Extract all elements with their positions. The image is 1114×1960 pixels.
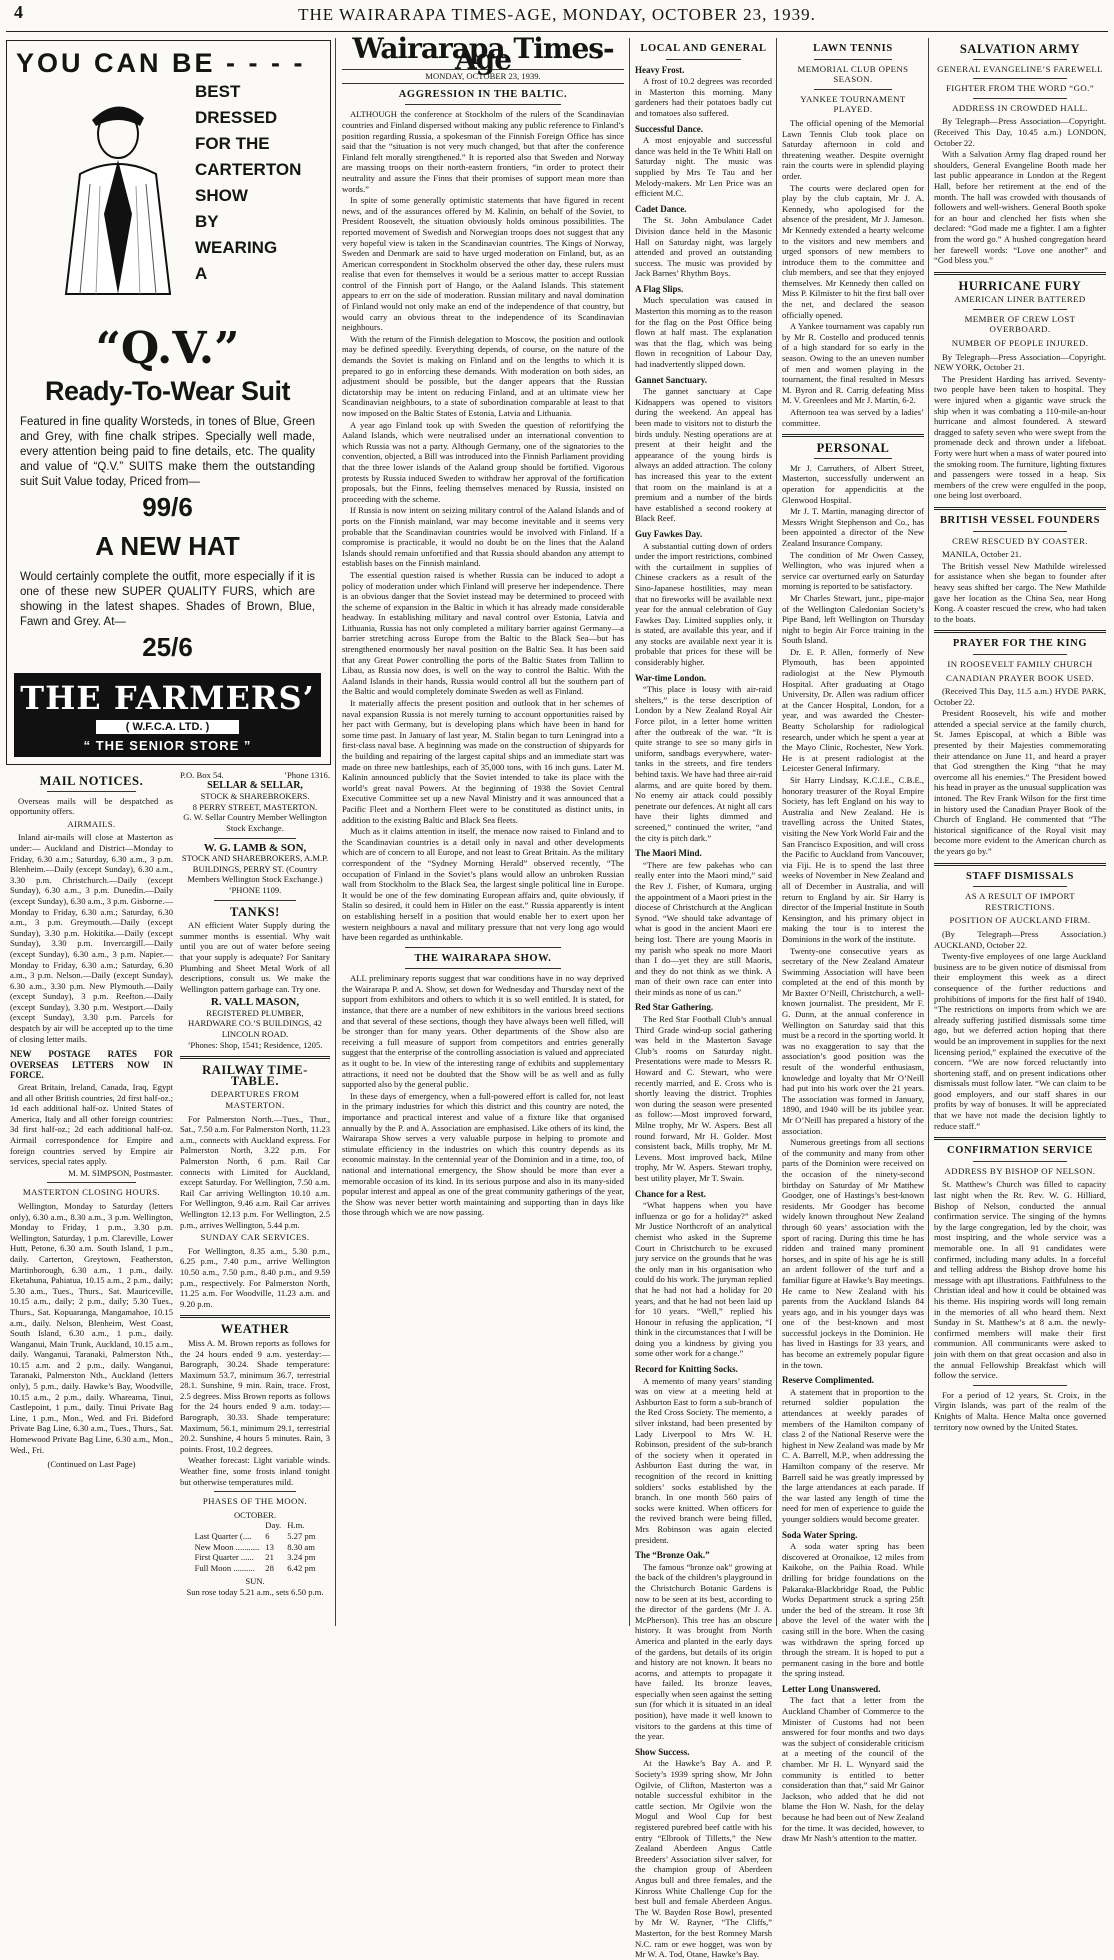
table-row (192, 1542, 319, 1553)
newspaper-date: MONDAY, OCTOBER 23, 1939. (342, 69, 624, 84)
baltic-paragraph: It materially affects the present position and outlook that in her schemes of naval expansion Russia is not merely turning to account opportunities raised by her pact with Germany, but is developing plans which have been in hand for some time past. In January of last year, M. Stalin began to turn Leningrad into a first-class naval base. A beginning was made on the construction of shipyards for the building and repairing of the largest capital ships and an immediate start was made on three new battleships, each of 35,000 tons, with 16 inch guns. Later M. Kalinin announced publicly that the Soviet intended to take its place with the world’s great naval Powers. At the beginning of 1938 the Soviet Central Executive Committee set up a new Naval Ministry and it was announced that a Pacific Fleet and a Northern Fleet were to be constituted as distinct units, in addition to the existing Baltic and Black Sea fleets. (342, 698, 624, 825)
local-item-text: At the Hawke’s Bay A. and P. Society’s 1939 spring show, Mr John Ogilvie, of Clifton, Masterton was a notable successful exhibitor in the cattle section. Mr Ogilvie won the Mogul and Wool Cup for best registered purebred beef cattle with his entry “Elbrook of Tilletts,” the New Zealand Aberdeen Angus Cattle Breeders’ Association silver salver, for the champion group of Aberdeen Angus bull and three females, and the Kinross White Challenge Cup for the best bull and female Aberdeen Angus. The W. Bayden Rose Bowl, presented by Mr W. Rayner, “The Cliffs,” Masterton, for the best Romney Marsh N.C. ram or ewe hogget, was won by Mr W. A. Tod, Otane, Hawke’s Bay. (635, 1758, 772, 1960)
tennis-sub2: YANKEE TOURNAMENT PLAYED. (800, 93, 906, 115)
local-item-text: The gannet sanctuary at Cape Kidnappers was opened to visitors during the weekend. An appeal has been made to visitors not to disturb the birds unduly. Nesting operations are at present at their height and the appearance of the young birds is always an added attraction. The colony has increased this year to the extent that room on the mainland is at a premium and a number of the birds have established a second rookery at Black Reef. (635, 386, 772, 524)
editorial-column (342, 32, 624, 1628)
suit-price: 99/6 (142, 492, 193, 522)
advert-line: BY (195, 212, 219, 231)
moon-day: 21 (265, 1552, 274, 1563)
mason-sub: REGISTERED PLUMBER, (206, 1007, 304, 1018)
divider (782, 434, 924, 437)
divider (934, 272, 1106, 275)
vessel-sub: CREW RESCUED BY COASTER. (952, 535, 1088, 546)
local-title: LOCAL AND GENERAL (640, 43, 767, 54)
tennis-sub1: MEMORIAL CLUB OPENS SEASON. (797, 63, 909, 85)
new-hat-headline: A NEW HAT (95, 531, 240, 561)
salvation-sub1: GENERAL EVANGELINE’S FAREWELL (937, 63, 1103, 74)
sellar-member: G. W. Sellar Country Member Wellington Stock Exchange. (183, 812, 327, 833)
local-item-head: Chance for a Rest. (635, 1188, 706, 1199)
local-item-text: A most enjoyable and successful dance was held in the Te Whiti Hall on Saturday night. The music was supplied by Mrs Te Tau and her Melody-makers. Mr Len Price was an efficient M.C. (635, 135, 772, 199)
mason-phones: ’Phones: Shop, 1541; Residence, 1205. (187, 1039, 323, 1050)
divider (405, 104, 560, 105)
personal-paragraph: Mr Charles Stewart, junr., pipe-major of the Wellington Caledonian Society’s Pipe Band, left Wellington on Thursday night to begin Air Force training in the South Island. (782, 592, 924, 646)
moon-phase: Last Quarter (.... (194, 1531, 252, 1541)
personal-paragraph: Twenty-one consecutive years as secretary of the New Zealand Amateur Swimming Association will have been completed at the end of this month by Mr Baxter O’Neill, Christchurch, a well-known journalist. The president, Mr F. G. Dunn, at the annual conference in Wellington on Saturday said that this must be a record in the sporting world. It was no exaggeration to say that the association’s good position was the result of the wonderful enthusiasm, knowledge and loyalty that Mr O’Neill had put into his work over the 21 years. The association was formed in January, 1890, and 1940 will be its jubilee year. Mr O’Neill has prepared a history of the association. (782, 945, 924, 1136)
baltic-paragraph: The essential question raised is whether Russia can be induced to adopt a policy of moderation under which Finland will preserve her independence. There is an obvious danger that the Soviet instead may be determined to proceed with the scheme of expansion in the Baltic in which it has already made considerable headway. In establishing military and naval control over Estonia, Latvia and Lithuania, Russia has not only completed a military barrier against Germany—a barrier stretching across Europe from the Baltic to the Black Sea—but has strengthened enormously her naval position on the Baltic Sea. It has been said that any Great Power controlling the ports of the Baltic States from Tallinn to Libau, as Russia now does, is well on the way to control the Baltic. With the Aaland Islands in their hands, Russia would control all but the southern part of the Baltic and would completely dominate Sweden as well as Finland. (342, 569, 624, 697)
divider (47, 791, 137, 792)
tennis-title: LAWN TENNIS (813, 43, 893, 54)
hurricane-sub2: MEMBER OF CREW LOST OVERBOARD. (964, 313, 1076, 335)
divider (973, 1161, 1068, 1162)
sellar-address: 8 PERRY STREET, MASTERTON. (192, 801, 318, 812)
logo-name: THE FARMERS’ (20, 679, 315, 717)
divider (180, 1315, 330, 1318)
local-item-head: A Flag Slips. (635, 283, 684, 294)
table-row (192, 1552, 319, 1563)
suit-description: Featured in fine quality Worsteds, in tones of Blue, Green and Grey, with fine chalk stripes. Specially well made, every attention being paid to fine details, etc. The quality and value of “Q.V.” SUITS make them the outstanding suit Suit Value today, Priced from— (20, 416, 315, 488)
airmails-text: Inland air-mails will close at Masterton as under:— Auckland and District—Monday to Friday, 6.30 a.m.; Saturday, 6.30 a.m., 3 p.m. Blenheim.—Daily (except Sunday), 6.30 a.m., 3.30 p.m. Christchurch.—Daily (except Sunday), 6.30 a.m., 3 p.m. Dunedin.—Daily (except Sunday), 6.30 a.m., 3 p.m. Gisborne.—Monday to Friday, 6.30 a.m.; Saturday, 6.30 a.m., 3 p.m. Greymouth.—Daily (except Sunday), 3.30 p.m. Hokitika.—Daily (except Sunday), 3.30 p.m. Invercargill.—Daily (except Sunday), 6.30 a.m., 3 p.m. Napier.—Monday to Friday, 6.30 a.m.; Saturday, 6.30 a.m., 3 p.m. Nelson.—Daily (except Sunday), 6.30 a.m., 3.30 p.m. New Plymouth.—Daily (except Sunday), 3 p.m. Reefton.—Daily (except Sunday), 3.30 p.m. Westport.—Daily (except Sunday), 3.30 p.m. Parcels for despatch by air will be accepted up to the time of closing letter mails. (10, 832, 173, 1044)
moon-day: 28 (265, 1562, 274, 1573)
divider (814, 89, 892, 90)
hurricane-credit: By Telegraph—Press Association—Copyright. NEW YORK, October 21. (934, 351, 1106, 373)
show-title: THE WAIRARAPA SHOW. (414, 952, 552, 964)
local-item-text: “What happens when you have influenza or go for a holiday?” asked Mr Justice Northcroft of an analytical chemist who asked in the Supreme Court in Christchurch to be excused jury service on the grounds that he was the only man in his organisation who could do his work. The juryman replied that he had not had a holiday for 20 years, and that he had not been laid up for 10 years. “Well,” replied his Honour in refusing the application, “I think in the circumstances that I will be doing you a kindness by giving you some other work for a change.” (635, 1200, 772, 1359)
hurricane-title: HURRICANE FURY (958, 278, 1082, 293)
weather-text: Miss A. M. Brown reports as follows for the 24 hours ended 9 a.m. yesterday:—Barograph, 30.24. Shade temperature: Maximum 53.7, minimum 36.7, terrestrial 28.1. Sunshine, 9 min. Rain, trace. Frost, 2.5 degrees. Miss Brown reports as follows for the 24 hours ended 9 a.m. today:—Barograph, 30.33. Shade temperature: Maximum, 56.1, minimum 29.1, terrestrial 20.2. Sunshine, 4 hours 5 minutes. Rain, 3 points. Frost, 10.2 degrees. (180, 1337, 330, 1454)
moon-phase: Full Moon .......... (194, 1562, 255, 1573)
weather-title: WEATHER (220, 1322, 290, 1337)
local-item-text: The famous “bronze oak” growing at the back of the children’s playground in the Christchurch Botanic Gardens is now to be seen at its best, according to the director of the gardens (Mr J. A. McPherson). This tree has an obscure history. It was brought from North America and planted in the early days of the gardens, but details of its origin and history are not known. It bears no acorns, and attempts to propagate it have failed. Its bronze leaves, especially when seen against the setting sun (for which it is situated in an ideal position), have made it well known to visitors to the gardens at this time of the year. (635, 1561, 772, 1742)
letter-text: The fact that a letter from the Auckland Chamber of Commerce to the Minister of Customs had not been answered for four months and two days was the subject of considerable criticism at a meeting of the council of the chamber. Mr H. L. Wynyard said the community is entitled to better consideration than that,” said Mr Gainor Jackson, who added that he did not blame the Hon W. Nash, for the delay because he had been out of New Zealand for the time. It was decided, however, to draw Mr Nash’s attention to the matter. (782, 1695, 924, 1844)
mason-name: R. VALL MASON, (210, 996, 300, 1009)
divider (934, 507, 1106, 510)
page-number: 4 (14, 2, 23, 22)
moon-time: 6.42 pm (287, 1562, 316, 1573)
mail-title: MAIL NOTICES. (39, 774, 144, 788)
divider (814, 59, 892, 60)
salvation-sub3: ADDRESS IN CROWDED HALL. (952, 102, 1088, 113)
local-item-head: Heavy Frost. (635, 64, 685, 75)
divider (214, 838, 297, 839)
hat-description: Would certainly complete the outfit, more especially if it is one of these new SUPER QUALITY FURS, which are showing in the latest shapes. Shades of Brown, Blue, Fawn and Grey. At— (20, 571, 315, 628)
local-item-head: War-time London. (635, 672, 707, 683)
moon-head-time: H.m. (287, 1520, 305, 1531)
local-item-text: A memento of many years’ standing was on view at a meeting held at Ashburton East to form a sub-branch of the Red Cross Society. The memento, a silver inkstand, had been presented by Lady Liverpool to Mrs W. H. Robinson, president of the sub-branch of the society when it operated in Ashburton East during the war, in recognition of the record in knitting soldiers’ socks established by the branch. In one month 560 pairs of socks were knitted. When officers for the revived branch were being filled, Mrs Robinson was again elected president. (635, 1375, 772, 1545)
postmaster-signature: M. M. SIMPSON, Postmaster. (68, 1167, 173, 1178)
baltic-paragraph: ALTHOUGH the conference at Stockholm of the rulers of the Scandinavian countries and Finland dispersed without making any public reference to Finland’s position regarding Russia, a spokesman of the Finnish Foreign Office has since said that the “situation is not very much changed, but that after the conference Finland felt morally strengthened.” It is reported also that Sweden and Norway are massing troops on their north-eastern frontiers, “in order to protect their neutrality and assure the Finns that their promises of support mean more than words.” (342, 109, 624, 194)
table-row (192, 1563, 319, 1574)
hurricane-sub3: NUMBER OF PEOPLE INJURED. (951, 338, 1089, 349)
logo-tagline: “ THE SENIOR STORE ” (83, 738, 252, 753)
continued-note: (Continued on Last Page) (47, 1459, 136, 1470)
malta-text: For a period of 12 years, St. Croix, in the Virgin Islands, was part of the realm of the Knights of Malta. Hence Malta once governed territory now owned by the United States. (934, 1389, 1106, 1432)
moon-phase: First Quarter ...... (194, 1552, 254, 1563)
column-rule (335, 38, 336, 1626)
prayer-sub1: IN ROOSEVELT FAMILY CHURCH (947, 658, 1093, 669)
salvation-credit: By Telegraph—Press Association—Copyright. (Received This Day, 10.45 a.m.) LONDON, October 22. (934, 116, 1106, 148)
personal-paragraph: Sir Harry Lindsay, K.C.I.E., C.B.E., honorary treasurer of the Royal Empire Society, has left England on his way to Australia and New Zealand. He is travelling across the United States, visiting the New York World Fair and the San Francisco Exposition, and will cross the Pacific to Auckland from Vancouver, via Fiji. He is to spend the last three weeks of November in New Zealand and all of December in Australia, and will return to England by air. Sir Harry is director of the Imperial Institute in South Kensington, and his primary object in making the tour is to interest the Dominions in the work of the institute. (782, 775, 924, 944)
vessel-credit: MANILA, October 21. (942, 549, 1022, 560)
baltic-paragraph: In spite of some generally optimistic statements that have figured in recent news, and of the assurances offered by M. Kalinin, on behalf of the Soviet, to President Roosevelt, the situation obviously holds ominous possibilities. The reported movement of Swedish and Norwegian troops does not suggest that any very hopeful view is taken in the Scandinavian countries. The Kings of Norway, Sweden and Denmark are said to have urged moderation on Finland, but, as an American correspondent in Stockholm observed the other day, these rulers must realise that even for themselves it would be a serious matter to accept Russian control of the Finnish port of Hango, or the Aaland Islands. This statement appears to err on the side of moderation. Russian military and naval domination of Finland would not only make an end of the independence of that country, but would carry an obvious threat to the independence of its Scandinavian neighbours. (342, 195, 624, 333)
confirm-text: St. Matthew’s Church was filled to capacity last night when the Rt. Rev. W. G. Hilliard, Bishop of Nelson, conducted the annual confirmation service. The singing of the hymns by the large congregation, led by the choir, was most inspiring, and the whole service was a memorable one. In all 91 candidates were confirmed, including many adults. In a forceful and telling address the Bishop drove home his message with apt illustrations. Faithfulness to the Christian ideal and how it could be obtained was his theme. His inspiring words will long remain in the memories of all who heard them. Next Sunday in St. Matthew’s at 8 a.m. the newly-confirmed members will make their first communion. All communicants were asked to join with them on that great occasion and also in the annual Fellowship Breakfast which will follow the service. (934, 1179, 1106, 1381)
soda-head: Soda Water Spring. (782, 1529, 858, 1540)
newspaper-title: Wairarapa Times-Age (352, 32, 614, 76)
closing-heading: MASTERTON CLOSING HOURS. (22, 1187, 161, 1198)
confirm-title: CONFIRMATION SERVICE (947, 1145, 1093, 1157)
divider (934, 1137, 1106, 1140)
personal-paragraph: The condition of Mr Owen Cassey, Wellington, who was injured when a service car overturned early on Saturday morning is reported to be satisfactory. (782, 549, 924, 592)
mail-notices-column (10, 770, 173, 1625)
divider (214, 900, 297, 901)
local-item-text: A frost of 10.2 degrees was recorded in Masterton this morning. Many gardeners had their potatoes badly cut and tomatoes also suffered. (635, 76, 772, 118)
tanks-text: AN efficient Water Supply during the summer months is essential. Why wait until you are out of water before seeing that your supply is adequate? For Sanitary Plumbing and Sheet Metal Work of all descriptions, consult us. We make the Wellington pattern garbage can. Try one. (180, 920, 330, 994)
lamb-phone: ’PHONE 1109. (228, 884, 282, 895)
moon-month: OCTOBER. (233, 1509, 277, 1520)
local-item-text: “There are few pakehas who can really enter into the Maori mind,” said the Rev J. Fisher, of Kumara, urging the appointment of a Maori priest in the diocese of Christchurch at the Anglican Synod. “We should take advantage of what is good in the ancient Maori ere being lost. There are young Maoris in my parish who speak no more Maori than I do—yet they are still Maoris, and they do not think as we think. A man of their own race can enter into their minds as none of us can.” (635, 859, 772, 997)
prayer-credit: (Received This Day, 11.5 a.m.) HYDE PARK, October 22. (934, 686, 1106, 707)
sunday-text: For Wellington, 8.35 a.m., 5.30 p.m., 6.25 p.m., 7.40 p.m., arrive Wellington 10.50 a.m., 7.50 p.m., 8.40 p.m., and 9.59 p.m., respectively. For Palmerston North, 11.25 a.m. For Woodville, 11.23 a.m. and 9.20 p.m. (180, 1245, 330, 1309)
sun-text: Sun rose today 5.21 a.m., sets 6.50 p.m. (186, 1586, 324, 1597)
railway-text: For Palmerston North.—Tues., Thur., Sat., 7.50 a.m. For Palmerston North, 11.23 a.m., connects with Auckland express. For Palmerston North, 3.22 p.m. For Palmerston North, 6 p.m. Rail Car connects with Limited for Auckland, except Saturday. For Wellington, 7.50 a.m. Rail Car arriving Wellington 10.10 a.m. For Wellington, 9.46 a.m. Rail Car arrives Wellington 12.13 p.m. For Wellington, 2.5 p.m., arrives Wellington, 5.44 p.m. (180, 1113, 330, 1230)
baltic-paragraph: With the return of the Finnish delegation to Moscow, the position and outlook may be defined speedily. Everything depends, of course, on the nature of the demands the Soviet is making on Finland and on the lengths to which it is prepared to go in enforcing these demands. With moderation on both sides, an adjustment should be possible, but the danger appears that the Russian dictatorship may be intent on reducing Finland, and at an ultimate view her Scandinavian neighbours, to a state of subordination comparable at least to that now imposed on the Baltic States of Estonia, Latvia and Lithuania. (342, 333, 624, 418)
local-item-head: Cadet Dance. (635, 203, 687, 214)
baltic-title: AGGRESSION IN THE BALTIC. (398, 88, 568, 100)
notices-column (180, 770, 330, 1625)
personal-paragraph: Mr J. Carruthers, of Albert Street, Masterton, successfully underwent an operation for appendicitis at the Glenwood Hospital. (782, 462, 924, 505)
local-item-head: Show Success. (635, 1746, 690, 1757)
advert-line: BEST (195, 82, 241, 101)
advert-headline: YOU CAN BE - - - - (16, 48, 306, 78)
moon-time: 3.24 pm (287, 1552, 316, 1563)
divider (973, 886, 1068, 887)
moon-day: 13 (265, 1541, 274, 1552)
postage-text: Great Britain, Ireland, Canada, Iraq, Egypt and all other British countries, 2d first half-oz.; 1d each additional half-oz. United States of America, Italy and all other foreign countries: 3d first half-oz.; 2d each additional half-oz. Airmail correspondence for Empire and foreign countries served by Empire air services, special rates apply. (10, 1082, 173, 1167)
reserve-text: A statement that in proportion to the returned soldier population the attendances at weekly parades of members of the Hamilton company of class 2 of the National Reserve were the highest in New Zealand was made by Mr C. A. Barrell, M.P., when addressing the Hamilton company of the reserve. Mr Barrell said he was greatly impressed by the large attendances at each parade. If the war lasted any length of time the need for men of experience to guide the younger soldiers would become greater. (782, 1386, 924, 1524)
reserve-head: Reserve Complimented. (782, 1375, 874, 1386)
lamb-name: W. G. LAMB & SON, (203, 841, 307, 854)
tanks-title: TANKS! (230, 904, 280, 919)
baltic-paragraph: If Russia is now intent on seizing military control of the Aaland Islands and of ports on the Finnish mainland, war may become inevitable and it seems very probable that the Scandinavian countries would be involved with Finland. If a compromise is practicable, it would no doubt be on the lines that the Aaland Islands should remain unfortified and that Russia should abandon any attempt to establish bases on the Finnish mainland. (342, 505, 624, 569)
sellar-contact (180, 770, 330, 781)
confirm-sub: ADDRESS BY BISHOP OF NELSON. (944, 1165, 1096, 1176)
qv-brand: “Q.V.” (95, 323, 240, 374)
divider (973, 78, 1068, 79)
local-item-head: Red Star Gathering. (635, 1002, 714, 1013)
tennis-paragraph: A Yankee tournament was capably run by Mr R. Costello and produced tennis of a high standard for so early in the season. Owing to the an uneven number of men and women playing in the tournament, the final resulted in Messrs M. Byron and R. Carrig defeating Miss M. V. Greenlees and Mr J. Martin, 6-2. (782, 321, 924, 406)
divider (973, 309, 1068, 310)
divider (973, 531, 1068, 532)
local-item-head: The “Bronze Oak.” (635, 1550, 710, 1561)
divider (405, 947, 560, 948)
personal-paragraph: Numerous greetings from all sections of the community and many from other parts of the Dominion were received on the occasion of the ninety-second birthday on Saturday of Mr Matthew Goodger, one of Hastings’s best-known residents. Mr Goodger has become widely known throughout New Zealand through 60 years’ association with the sport of racing. During this time he has ridden and trained many prominent horses, and in spite of his age he is still an ardent follower of the turf and a familiar figure at Hawke’s Bay meetings. He came to New Zealand with his parents from the Auckland Islands 84 years ago, and in his younger days was one of the best-known and most successful jockeys in the Dominion. He has lived in Hastings for 33 years, and has become an extremely popular figure in the town. (782, 1137, 924, 1370)
hat-price: 25/6 (142, 632, 193, 662)
letter-head: Letter Long Unanswered. (782, 1683, 881, 1694)
divider (973, 1385, 1068, 1386)
divider (973, 654, 1068, 655)
vessel-text: The British vessel New Mathilde wirelessed for assistance when she began to founder after heavy seas shifted her cargo. The New Mathilde gave her location as the China Sea, near Hong Kong. A coaster rescued the crew, who had taken to the boats. (934, 560, 1106, 624)
advert-line: A (195, 264, 208, 283)
staff-credit: (By Telegraph—Press Association.) AUCKLAND, October 22. (934, 928, 1106, 950)
divider (973, 59, 1068, 60)
staff-sub1: AS A RESULT OF IMPORT RESTRICTIONS. (964, 891, 1076, 912)
staff-text: Twenty-five employees of one large Auckland business are to be given notice of dismissal from their employment this week as a direct consequence of the further reductions and prohibitions of imports for the first half of 1940. “The restrictions on imports from which we are already suffering justified dismissals some time ago, but we deferred action hoping that there would be an improvement in supplies for the next licensing period,” explained the executive of the concern. “We are now forced reluctantly into shortening staff, and on present indications other dismissals must follow later. “We can claim to be good employers, and our staff shares in our profits by way of bonuses. It will be appreciated that we have not made the decision lightly to reduce staff.” (934, 951, 1106, 1131)
mail-intro: Overseas mails will be despatched as opportunity offers. (10, 795, 173, 817)
advert-line: DRESSED (195, 108, 278, 127)
divider (814, 458, 892, 459)
local-item-text: The St. John Ambulance Cadet Division dance held in the Masonic Hall on Saturday night, was largely attended and proved an outstanding success. The music was provided by Jack Barnes’ Rhythm Boys. (635, 215, 772, 279)
soda-text: A soda water spring has been discovered at Oronaikoe, 12 miles from Kaikohe, on the Paihia Road. While drilling for bridge foundations on the Pakaraka-Blackbridge Road, the Public Works Department struck a spring 25ft under the bed of the stream. It rose 3ft above the level of the water with the casing still in the bore. When the casing was withdrawn the spring forced up through the stream. It is hoped to put a permanent casing in the bore and bottle the spring instead. (782, 1541, 924, 1679)
local-item-head: Successful Dance. (635, 123, 703, 134)
railway-title: RAILWAY TIME-TABLE. (202, 1063, 308, 1088)
local-item-head: The Maori Mind. (635, 848, 702, 859)
logo-sub: ( W.F.C.A. LTD. ) (96, 720, 240, 734)
railway-head: DEPARTURES FROM MASTERTON. (210, 1089, 300, 1111)
hurricane-text: The President Harding has arrived. Seventy-two people have been taken to hospital. They were injured when a gigantic wave struck the ship when it was combating a 110-mile-an-hour hurricane and almost foundered. A steward dragged to safety seven who were swept from the promenade deck and thrown under a lifeboat. Forty were hurt when a mass of water poured into the smoking room. The furniture, lighting fixtures and passengers were tossed in a heap. Six members of the crew were engulfed in the poop, one being lost overboard. (934, 373, 1106, 501)
column-rule (928, 38, 929, 1626)
mason-address: HARDWARE CO.’S BUILDINGS, 42 LINCOLN ROAD. (188, 1018, 322, 1040)
show-paragraph: In these days of emergency, when a full-powered effort is called for, not least in the primary industries for which this district and this country are noted, the importance and practical interest and value of a fixture like that organised annually by the P. and A. Association are emphasised. Like others of its kind, the Wairarapa Show serves a very valuable purpose in helping to promote and stimulate efficiency in the industries on which this country depends as its economic mainstay. In the centennial year of the Dominion and in a time, too, of national and international emergency, the Show should be more than ever a memorable occasion of its kind. In its serious purpose and also in its many-sided popular interest and appeal as one of the great community gatherings of the year, the Show was never better worth maintaining and supporting than in days like those through which we are now passing. (342, 1090, 624, 1218)
divider (973, 98, 1068, 99)
tennis-personal-column (782, 38, 924, 1844)
personal-paragraph: Dr. E. P. Allen, formerly of New Plymouth, has been appointed radiologist at the New Plymouth Hospital. After graduating at Otago University, Dr. Allen was radium officer at the Cancer Hospital, London, for a year, and was awarded the Chester-Beatty Scholarship for radiological research, under which he spent a year at the Mayo Clinic, Rochester, New York. He is at present radiologist at the Leicester General Infirmary. (782, 646, 924, 774)
show-paragraph: ALL preliminary reports suggest that war conditions have in no way deprived the Wairarapa P. and A. Show, set down for Wednesday and Thursday next of the support from exhibitors and others to which it is so well entitled. It is stated, for instance, that there are a number of new exhibitors in the various breed sections and that several of these sections, though they have always been well filled, will be stronger than for many years. Other departments of the Show also are receiving a full measure of support from competitors and entries generally suggest that the enterprise of the controlling association is valued and appreciated as it ought to be. In view of the interesting range of exhibits and supplementary attractions, it need not be doubted that the Show will be as well and as fully supported also by the general public. (342, 973, 624, 1090)
airmails-heading: AIRMAILS. (67, 818, 116, 829)
sellar-name: SELLAR & SELLAR, (207, 779, 303, 791)
moon-table-header (192, 1520, 319, 1531)
divider (934, 863, 1106, 866)
baltic-paragraph: A year ago Finland took up with Sweden the question of refortifying the Aaland Islands, which were neutralised under an international convention to which Russia was not a party. Although Germany, one of the signatories to the convention, objected, a Bill was introduced into the Finnish Parliament providing that the three lower islands of the Aaland group should be fortified. Vigorous protests by Russia induced Sweden to withdraw her approval of the fortification proposals, but the Finns, feeling themselves menaced by Russia, insisted on proceeding with the scheme. (342, 419, 624, 504)
local-item-text: A substantial cutting down of orders under the import restrictions, combined with the curtailment in supplies of Chinese crackers as a result of the Sino-Japanese hostilities, may mean that no fireworks will be available next year for the annual celebration of Guy Fawkes Day. Limited supplies only, it is stated, are available this year, and if any stocks are available next year it is probable that prices for these will be considerably higher. (635, 540, 772, 668)
personal-paragraph: Mr J. T. Martin, managing director of Messrs Wright Stephenson and Co., has been appointed a director of the New Zealand Insurance Company. (782, 506, 924, 548)
local-general-column (635, 38, 772, 1960)
sellar-phone: ’Phone 1316. (284, 770, 330, 780)
local-item-text: Much speculation was caused in Masterton this morning as to the reason for the flag on the Post Office being flown at half mast. The explanation was that the flag, which was being flown in recognition of Labour Day, had inadvertently slipped down. (635, 295, 772, 370)
tennis-paragraph: Afternoon tea was served by a ladies’ committee. (782, 407, 924, 428)
salvation-text: With a Salvation Army flag draped round her shoulders, General Evangeline Booth made her last public appearance in London at the Regent Hall, before her retirement at the end of the month. The hall was crowded with thousands of followers and well-wishers. General Booth spoke for an hour and clenched her fists when she declared: “God made me a fighter. I am a fighter from the word go.” A hushed congregation heard her farewell words: “Love one another” and “God bless you.” (934, 149, 1106, 266)
weather-forecast: Weather forecast: Light variable winds. Weather fine, some frosts inland tonight but otherwise temperatures mild. (180, 1455, 330, 1487)
baltic-paragraph: Much as it claims attention in itself, the menace now raised to Finland and to the Scandinavian countries is a detail only in naval and other developments which are of concern to all Europe, and not least to Great Britain. As the military correspondent of the “Sydney Morning Herald” observed recently, “The occupation of Finland in the Soviet’s plans would allow an unbroken Russian wall from Stockholm to the Black Sea, the largest single political line in Europe. It would be one of the few dominating European affairs and, quite obviously, if Stalin so desired, it could hem in Hitler on the east.” Russia apparently is intent on establishing herself in a position that would enable her to exert upon her western neighbours a naval and military pressure that not very long ago would have been regarded as unthinkable. (342, 826, 624, 943)
man-in-suit-illustration (40, 94, 190, 304)
salvation-sub2: FIGHTER FROM THE WORD “GO.” (945, 83, 1095, 94)
column-rule (629, 38, 630, 1626)
divider (666, 59, 741, 60)
table-row (192, 1531, 319, 1542)
moon-table (192, 1520, 319, 1573)
advert-line: CARTERTON (195, 160, 302, 179)
divider (180, 1056, 330, 1059)
prayer-sub2: CANADIAN PRAYER BOOK USED. (946, 672, 1094, 683)
prayer-title: PRAYER FOR THE KING (952, 638, 1088, 650)
advert-list (195, 79, 325, 287)
divider (405, 968, 560, 969)
staff-sub2: POSITION OF AUCKLAND FIRM. (949, 915, 1091, 926)
column-rule (776, 38, 777, 1626)
ready-to-wear-headline: Ready-To-Wear Suit (44, 376, 291, 406)
closing-text: Wellington, Monday to Saturday (letters only), 6.30 a.m., 8.30 a.m., 3 p.m. Wellington, Monday to Friday, 1 p.m., 3.30 p.m. Wellington, Saturday, 1 p.m. Clareville, Lower Hutt, Petone, 6.30 a.m. South Island, 1 p.m., daily. Carterton, Greytown, Featherston, Martinborough, 6.30 a.m., 1 p.m., daily. Eketahuna, Pahiatua, 10.15 a.m., 2 p.m., daily; 5.30 a.m., Tues., Thurs., Sat. Mauriceville, 10.15 a.m., daily; 2 p.m., daily; 5.30 Tues., Thurs., Sat. Kopuaranga, Mangamahoe, 10.15 a.m., daily. Nelson, Blenheim, West Coast, South Island, 6.30 a.m., 1 p.m., daily. Wanganui, Main Trunk, Auckland, 10.15 a.m., daily. Wanganui, Taranaki, Palmerston Nth., 10.15 a.m. and 2 p.m., daily. Wanganui, Taranaki, Palmerston Nth., Auckland (letters only), 5 p.m., daily. Hawke’s Bay, Woodville, 10.15 a.m., 2 p.m., daily. Whareama, Tinui, Castlepoint, 1 p.m., daily. Tinui Private Bag Line, 1 p.m., Mon., Wed. and Fri. Bideford Private Bag Line, 6.30 a.m., Tues., Thurs., Sat. Homewood Private Bag Line, 6.30 a.m., Mon., Wed., Fri. (10, 1200, 173, 1455)
divider (214, 1491, 297, 1492)
staff-title: STAFF DISMISSALS (966, 870, 1074, 882)
vessel-title: BRITISH VESSEL FOUNDERS (939, 514, 1101, 526)
postage-heading: NEW POSTAGE RATES FOR OVERSEAS LETTERS NOW IN FORCE. (10, 1049, 173, 1081)
divider (934, 630, 1106, 633)
local-item-text: The Red Star Football Club’s annual Third Grade wind-up social gathering was held in the Masterton Savage Club’s rooms on Saturday night. Presentations were made to Messrs R. Howard and C. Stewart, who were recently married, and E. Cross who is shortly leaving the district. Trophies won during the season were presented as follow:—Most improved forward, Milne trophy, Mr W. Aspers. Best all round forward, Mr H. Golder. Most consistent back, Mills trophy, Mr M. Levens. Most improved back, Milne trophy, Mr W. Aspers. Stewart trophy, best utility player, Mr T. Swain. (635, 1014, 772, 1183)
moon-time: 8.30 am (287, 1541, 315, 1552)
cable-news-column (934, 38, 1106, 1628)
local-item-text: “This place is lousy with air-raid shelters,” is the terse description of London by a New Zealand Royal Air Force pilot, in a letter home written after the outbreak of the war. “It is quite strange to see so many girls in uniform, sandbags everywhere, water-tanks in the streets, and fire tenders behind taxis. We have had three air-raid alarms, and are quite bored by them. No enemy air attack could possibly penetrate our defences. At night all cars have their lights dimmed and screened,” continued the writer, “and the city is pitch dark.” (635, 684, 772, 843)
local-item-head: Guy Fawkes Day. (635, 528, 703, 539)
sellar-box: P.O. Box 54. (180, 770, 224, 780)
sun-head: SUN. (245, 1576, 265, 1587)
lamb-text: STOCK AND SHAREBROKERS, A.M.P. BUILDINGS, PERRY ST. (Country Members Wellington Stock Exchange.) (181, 853, 329, 885)
local-item-head: Gannet Sanctuary. (635, 374, 708, 385)
tennis-paragraph: The official opening of the Memorial Lawn Tennis Club took place on Saturday afternoon in cold and threatening weather. Despite overnight rain the courts were in splendid playing order. (782, 117, 924, 181)
salvation-title: SALVATION ARMY (959, 42, 1081, 56)
hurricane-sub1: AMERICAN LINER BATTERED (954, 294, 1086, 305)
farmers-advert (10, 44, 325, 759)
local-item-head: Record for Knitting Socks. (635, 1364, 738, 1375)
advert-line: SHOW (195, 186, 248, 205)
tennis-paragraph: The courts were declared open for play by the club captain, Mr J. A. Kennedy, who apologised for the absence of the president, Mr J. Jameson. Mr Kennedy extended a hearty welcome to the visitors and new members and urged sponsors of new members to introduce them to the committee and club members, and see that they enjoyed themselves. Mr Kennedy then called on Miss P. Kilmister to hit the first ball over the net, and declared the season officially opened. (782, 182, 924, 320)
divider (47, 1182, 137, 1183)
moon-time: 5.27 pm (287, 1531, 316, 1541)
sunday-head: SUNDAY CAR SERVICES. (200, 1232, 310, 1243)
masthead (0, 0, 1114, 34)
advert-line: WEARING (195, 238, 278, 257)
personal-title: PERSONAL (816, 441, 890, 456)
moon-title: PHASES OF THE MOON. (202, 1496, 308, 1507)
moon-head-day: Day. (265, 1520, 282, 1531)
moon-day: 6 (265, 1531, 270, 1541)
prayer-text: President Roosevelt, his wife and mother attended a special service at the family church, St. James Episcopal, at which a Bible was presented by their Majesties commemorating their attendance on June 11, and heard a prayer that God strengthen the King “that he may overcome all his enemies.” The President bowed his head in prayer as the unusual supplication was intoned. The Rev Frank Wilson for the first time in history used the Canadian Prayer Book of the Church of England. He commented that “The historical significance of the Royal visit may become more evident to the American church as the years go by.” (934, 708, 1106, 856)
masthead-title: THE WAIRARAPA TIMES-AGE, MONDAY, OCTOBER 23, 1939. (298, 5, 816, 24)
moon-phase: New Moon ........... (194, 1541, 260, 1552)
advert-line: FOR THE (195, 134, 270, 153)
farmers-logo (14, 673, 321, 757)
sellar-sub: STOCK & SHAREBROKERS. (200, 791, 310, 802)
